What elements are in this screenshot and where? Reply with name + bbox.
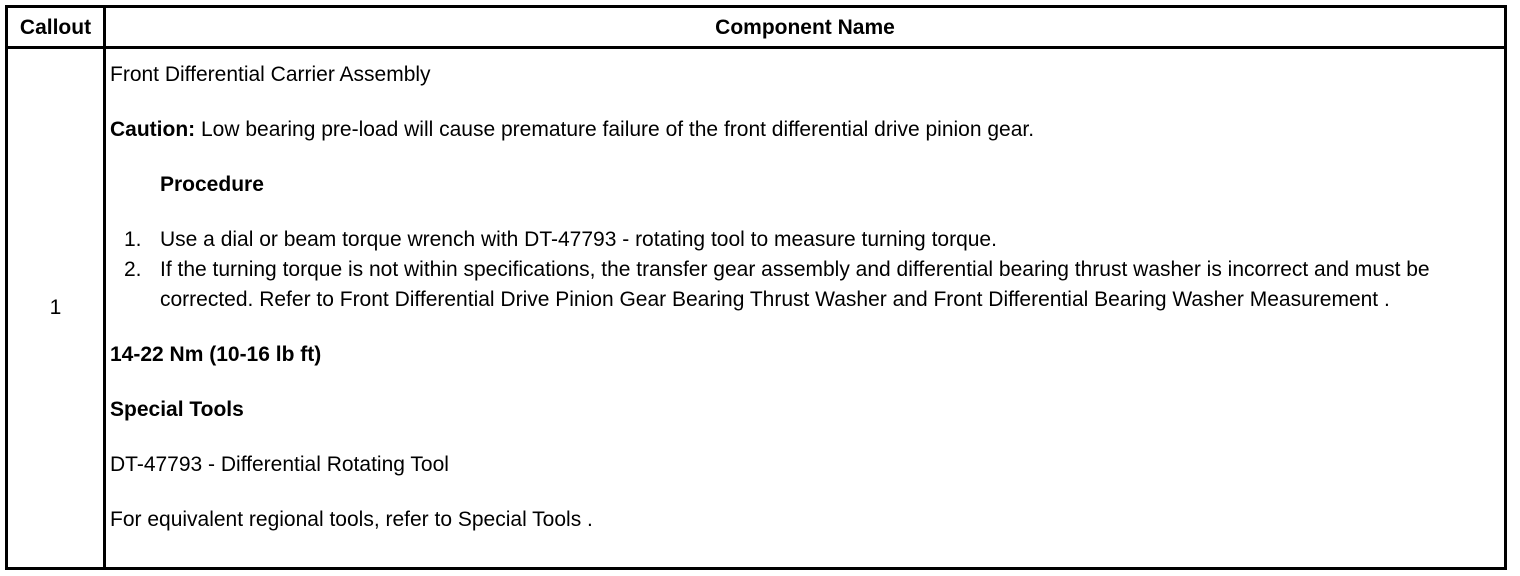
special-tools-heading: Special Tools: [110, 398, 244, 421]
regional-tools-note: For equivalent regional tools, refer to Special Tools .: [110, 508, 593, 531]
step-text: Use a dial or beam torque wrench with DT-47793 - rotating tool to measure turning torque.: [160, 228, 997, 251]
caution-note: [110, 115, 1464, 145]
callout-number: 1: [49, 296, 62, 319]
component-table: [5, 5, 1507, 570]
component-name: Front Differential Carrier Assembly: [110, 63, 431, 86]
table-header-row: [8, 8, 1504, 49]
procedure-step: [110, 225, 1464, 255]
component-cell: [110, 60, 1464, 535]
caution-text: Low bearing pre-load will cause premature failure of the front differential drive pinion gear.: [195, 118, 1035, 141]
component-name-column-header: Component Name: [715, 16, 895, 39]
procedure-steps: [110, 225, 1464, 315]
special-tool-item: DT-47793 - Differential Rotating Tool: [110, 453, 449, 476]
callout-column-header: Callout: [19, 16, 92, 39]
procedure-heading: Procedure: [160, 173, 264, 196]
step-number: 1.: [124, 228, 142, 251]
torque-spec: 14-22 Nm (10-16 lb ft): [110, 343, 322, 366]
step-number: 2.: [124, 258, 142, 281]
column-divider: [103, 8, 106, 567]
caution-label: Caution:: [110, 118, 196, 141]
step-text: If the turning torque is not within specifications, the transfer gear assembly and differential bearing thrust washer is incorrect and must be corrected. Refer to Front Differential Drive Pinion Gear Bearing Thrust Washer and Front Differential Bearing Washer Measurement .: [160, 258, 1430, 311]
procedure-step: [110, 255, 1464, 315]
